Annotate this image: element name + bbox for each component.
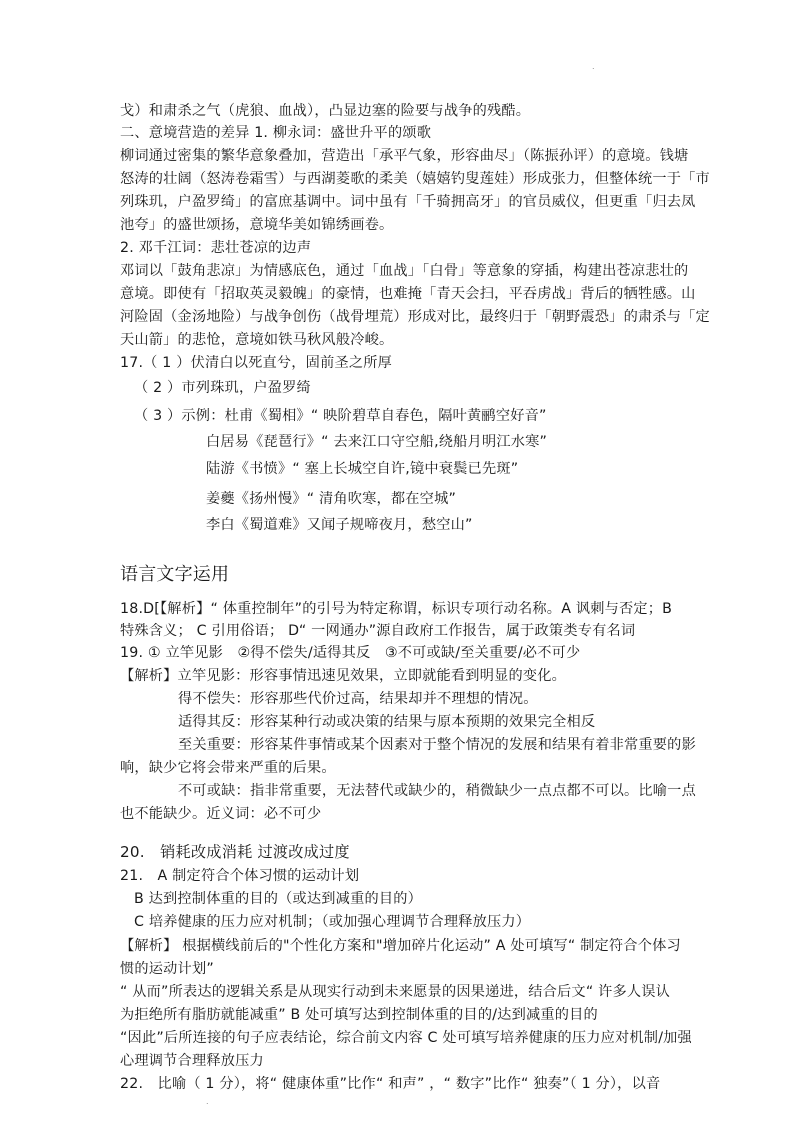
text-line: 也不能缺少。近义词：必不可少 [120,806,322,822]
scan-mark: . [206,1097,209,1106]
answer-18: 18.D[【解析】“ 体重控制年”的引号为特定称谓，标识专项行动名称。A 讽刺与否定；B [120,601,673,617]
text-line: 河险固（金汤地险）与战争创伤（战骨埋荒）形成对比，最终归于「朝野震恐」的肃杀与「定 [120,309,710,325]
poem-example: 陆游《书愤》“ 塞上长城空自许,镜中衰鬓已先斑” [206,461,519,477]
text-line: 柳词通过密集的繁华意象叠加，营造出「承平气象，形容曲尽」（陈振孙评）的意境。钱塘 [120,148,689,164]
text-line: 怒涛的壮阔（怒涛卷霜雪）与西湖菱歌的柔美（嬉嬉钓叟莲娃）形成张力，但整体统一于「市 [120,171,710,187]
poem-example: 白居易《琵琶行》“ 去来江口守空船,绕船月明江水寒” [206,434,548,450]
text-line: 意境。即使有「招取英灵毅魄」的豪情，也难掩「青天会扫，平吞虏战」背后的牺牲感。山 [120,286,696,302]
text-line: 天山箭」的悲怆，意境如铁马秋风般冷峻。 [120,332,394,348]
answer-21-c: C 培养健康的压力应对机制；（或加强心理调节合理释放压力） [134,914,531,930]
answer-20: 20. 销耗改成消耗 过渡改成过度 [120,843,350,861]
text-line: 为拒绝所有脂肪就能减重” B 处可填写达到控制体重的目的/达到减重的目的 [120,1007,598,1023]
text-line: 得不偿失：形容那些代价过高，结果却并不理想的情况。 [178,691,538,707]
text-line: 邓词以「鼓角悲凉」为情感底色，通过「血战」「白骨」等意象的穿插，构建出苍凉悲壮的 [120,263,689,279]
text-line: 响，缺少它将会带来严重的后果。 [120,760,336,776]
section-heading: 二、意境营造的差异 1. 柳永词：盛世升平的颂歌 [120,125,432,141]
answer-17: 17.（ 1 ）伏清白以死直兮，固前圣之所厚 [120,355,393,371]
text-line: “因此”后所连接的句子应表结论，综合前文内容 C 处可填写培养健康的压力应对机制/加强 [120,1030,692,1046]
poem-example: 李白《蜀道难》又闻子规啼夜月，愁空山” [206,517,473,533]
text-line: 列珠玑，户盈罗绮」的富庶基调中。词中虽有「千骑拥高牙」的官员威仪，但更重「归去凤 [120,194,696,210]
text-line: 至关重要：形容某件事情或某个因素对于整个情况的发展和结果有着非常重要的影 [178,737,696,753]
text-line: 惯的运动计划” [120,961,214,977]
text-line: 池夸」的盛世颂扬，意境华美如锦绣画卷。 [120,217,394,233]
answer-21-b: B 达到控制体重的目的（或达到减重的目的） [134,891,423,907]
section-title: 语言文字运用 [120,564,230,585]
analysis-label: 【解析】立竿见影：形容事情迅速见效果，立即就能看到明显的变化。 [120,668,567,684]
answer-22: 22. 比喻（ 1 分），将“ 健康体重”比作“ 和声” ，“ 数字”比作“ 独奏”（ 1 分），以音 [120,1076,661,1092]
text-line: 特殊含义； C 引用俗语； D“ 一网通办”源自政府工作报告，属于政策类专有名词 [120,623,636,639]
text-line: 不可或缺：指非常重要，无法替代或缺少的，稍微缺少一点点都不可以。比喻一点 [178,783,696,799]
scan-mark: . [592,62,595,71]
answer-19: 19. ① 立竿见影 ②得不偿失/适得其反 ③不可或缺/至关重要/必不可少 [120,645,581,661]
text-line: 心理调节合理释放压力 [120,1053,264,1069]
section-heading: 2. 邓千江词：悲壮苍凉的边声 [120,240,312,256]
text-line: 戈）和肃杀之气（虎狼、血战），凸显边塞的险要与战争的残酷。 [120,103,531,119]
poem-example: 姜夔《扬州慢》“ 清角吹寒，都在空城” [206,491,457,507]
analysis-label: 【解析】 根据横线前后的"个性化方案和"增加碎片化运动” A 处可填写“ 制定符合个体习 [120,938,681,954]
answer-21: 21. A 制定符合个体习惯的运动计划 [120,868,360,884]
answer-17-2: （ 2 ）市列珠玑，户盈罗绮 [134,380,311,396]
answer-17-3: （ 3 ）示例：杜甫《蜀相》“ 映阶碧草自春色，隔叶黄鹂空好音” [134,408,547,424]
text-line: “ 从而”所表达的逻辑关系是从现实行动到未来愿景的因果递进，结合后文“ 许多人误认 [120,984,671,1000]
text-line: 适得其反：形容某种行动或决策的结果与原本预期的效果完全相反 [178,714,596,730]
